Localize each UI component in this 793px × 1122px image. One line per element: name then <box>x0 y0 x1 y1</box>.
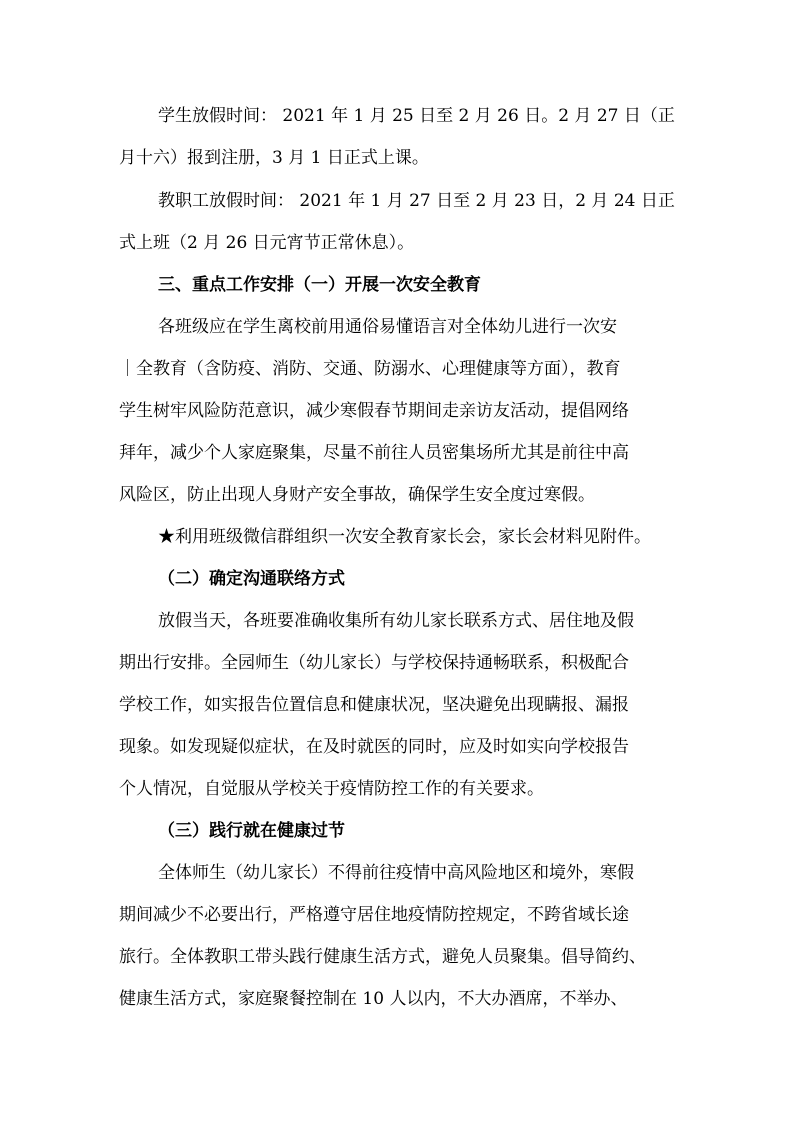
paragraph-line: ★利用班级微信群组织一次安全教育家长会，家长会材料见附件。 <box>158 527 651 547</box>
paragraph-line: 式上班（2 月 26 日元宵节正常休息）。 <box>119 233 415 253</box>
paragraph-line: 期出行安排。全园师生（幼儿家长）与学校保持通畅联系，积极配合 <box>119 653 629 673</box>
paragraph-line: 学生放假时间： 2021 年 1 月 25 日至 2 月 26 日。2 月 27 日（正 <box>158 106 675 126</box>
section-heading: 三、重点工作安排（一）开展一次安全教育 <box>158 275 481 295</box>
paragraph-line: 风险区，防止出现人身财产安全事故，确保学生安全度过寒假。 <box>119 485 595 505</box>
paragraph-line: 个人情况，自觉服从学校关于疫情防控工作的有关要求。 <box>119 779 544 799</box>
section-heading: （三）践行就在健康过节 <box>158 821 345 841</box>
paragraph-line: 放假当天，各班要准确收集所有幼儿家长联系方式、居住地及假 <box>158 611 634 631</box>
paragraph-line: 旅行。全体教职工带头践行健康生活方式，避免人员聚集。倡导简约、 <box>119 947 646 967</box>
paragraph-line: ｜全教育（含防疫、消防、交通、防溺水、心理健康等方面），教育 <box>119 359 621 379</box>
paragraph-line: 学生树牢风险防范意识，减少寒假春节期间走亲访友活动，提倡网络 <box>119 401 629 421</box>
paragraph-line: 各班级应在学生离校前用通俗易懂语言对全体幼儿进行一次安 <box>158 317 617 337</box>
paragraph-line: 学校工作，如实报告位置信息和健康状况，坚决避免出现瞒报、漏报 <box>119 695 629 715</box>
paragraph-line: 健康生活方式，家庭聚餐控制在 10 人以内，不大办酒席，不举办、 <box>119 989 628 1009</box>
paragraph-line: 现象。如发现疑似症状，在及时就医的同时，应及时如实向学校报告 <box>119 737 629 757</box>
paragraph-line: 月十六）报到注册，3 月 1 日正式上课。 <box>119 148 429 168</box>
paragraph-line: 拜年，减少个人家庭聚集，尽量不前往人员密集场所尤其是前往中高 <box>119 443 629 463</box>
paragraph-line: 教职工放假时间： 2021 年 1 月 27 日至 2 月 23 日，2 月 24 日正 <box>158 191 675 211</box>
paragraph-line: 期间减少不必要出行，严格遵守居住地疫情防控规定，不跨省域长途 <box>119 905 629 925</box>
section-heading: （二）确定沟通联络方式 <box>158 569 345 589</box>
paragraph-line: 全体师生（幼儿家长）不得前往疫情中高风险地区和境外，寒假 <box>158 863 634 883</box>
